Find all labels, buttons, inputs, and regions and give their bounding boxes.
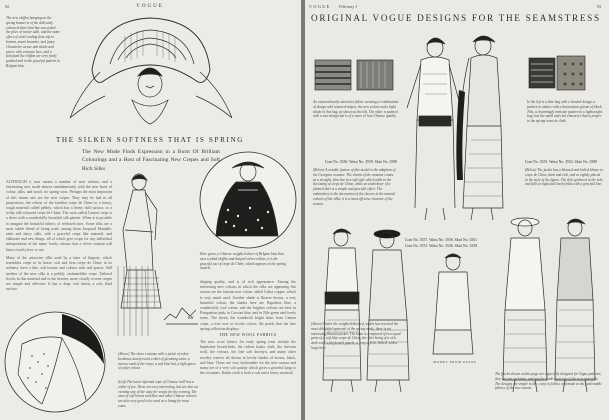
bag-swatch-left [313,58,353,92]
cape-circle-illustration [2,304,108,414]
body-column-4: The new wool fabrics for early spring wear include the handsome broadcloths, the richest kasha cloth, the chevron twill, the velours, the fine soft duvetyn, and many other novelty weaves all shown in lovely shades of brown, black, and blue. These are very fashionable for the new season and many are of a very soft quality which gives a graceful hang to the costumes. Kasha cloth is both a soft and a heavy material. [200,340,296,376]
caption-top-right: In the left is a blue bag with a beaded design, a pattern in amber, with a harmonious gleam of black. This, a charmingly intricate pattern in a lightweight bag, has the small and rich character that is proper to the spring tones in cloth. [527,100,603,124]
top-caption: The new chiffon hanging on the spring bonnet is of the delicately coloured sheer that has succeeded the piles of winter tulle, and the same effect of vivid reading from top to bottom, smart brunette, and fancy Chantecler weave and shade and pierce with a mauve lace, and a fairyland the chiffon are very finely painted and in the graceful pattern in Belgian blue [6,16,60,68]
page-number-right: 93 [597,4,601,9]
page-number-left: 92 [5,4,9,9]
pattern-ref-4: Coat No. 3551. Waist No. 3546. Skirt No. 3558 [405,244,478,248]
running-head-right: VOGUE [309,4,331,9]
running-date: February 1 [339,4,358,9]
lower-left-figures-illustration [311,220,421,410]
right-page [305,0,609,420]
figure-caption-left: Here gown, a Chinese weighted sheer of Belgian blue that uses a plaid chiffon and draped velvet collars, it is the graceful use of crepe de Chine, which appears in the spring models. [200,252,286,271]
caption-mid-right: (Below) The jacket has a bloused and belted blouse in crepe de Chine, dark and rich, and so rightly placed in the style of the figure. The skirt gathered at the side and falls in light and lovely folds with a graceful line. [525,168,603,187]
caption-top-left: An extraordinarily attractive fabric weaving a combination of design with textured stripes, the new colour and a light shade in this bag, as shown at the left. The other is painted with a new design but is of a more or less Chinese quality [313,100,399,119]
bag-swatch-middle [355,58,395,92]
town-figure-illustration [104,260,200,340]
artist-mark: BH [188,315,194,320]
left-page [0,0,301,420]
body-column-3: dinging quality, and is of rich appearance. Among the interesting new colours in which the silks are appearing this season are the famous new colour called Cobra copper, which is very much used. Another shade is Beaver brown, a very beautiful colour; the shades here are Napoleon blue, a wonderfully cool colour, and the brighter colours are here in Pompadour pink, in Grecian blue, and in Nile green and lovely tones. The sheen, the wonderful bright trims from Canton crepe, a true rose or lovely colour, the pearls that the fine spring collection displays. [200,280,296,331]
bag-swatch-right [527,54,587,94]
caption-mid-left: (Below) A notable feature of this model is the adaption of the Georgian costume. The charm of the costume comes as a straight, slim line in a soft style which adds to the becoming of crepe de Chine, while an underlayer of a pleated skirt is a simple and graceful effect. The embroidery is the decoration of the sleeves in the natural colours of the silks; it is a most effective charmer of the season. [313,168,396,206]
caption-bottom-right: The frocks shown on this page are especially designed for Vogue patterns; they are not exclusive, and may be made up in any of the new materials. The designs are simple in line, easy to follow, and made in the fashionable fabrics of the new season. [495,372,602,391]
body-column-1: ALTHOUGH it now means a number of new colours, and a fascinating new mode almost simultaneously with the new burst of colour, silks, and wools for spring wear. Perhaps the most important of this charm sets are the new crepes. They may be had in all proportions, the richest of the familiar crepe de Chine to a heavy, rough material called pebbly, which has a heavy dull surface, or a richly silk-coloured crepe de Chine. The satin called Canton crepe is a sheer with a wonderfully beautiful silk pattern. When it is possible to imagine the beautiful fabrics of reflected ones. Some silks are a most subtle blend of being used, among them Jacquard Mandale, satin and fancy silks, with a graceful crepe like material, and elaborate and new things, all of which give scope for any individual interpretation of the many lovely colours that a clever woman will know exactly how to use. [6,180,112,252]
main-title-right: ORIGINAL VOGUE DESIGNS FOR THE SEAMSTRESS [311,13,601,23]
pattern-ref-3: Coat No. 3555. Waist No. 3552. Skirt No. 3589 [525,160,598,164]
caption-center-bottom: MODEL FROM PATOU [433,360,477,364]
pattern-ref-2: Coat No. 3557. Waist No. 3556. Skirt No. 3561 [405,238,478,242]
pattern-ref-1: Coat No. 3556. Waist No. 3559. Skirt No. 3598 [325,160,398,164]
circle-portrait-illustration [198,150,298,250]
upper-figures-illustration [397,30,521,230]
center-figure-illustration [423,250,483,370]
hat-illustration [0,0,301,130]
caption-bottom-left: (Above) Under the weighted bloused, which has received the most delightful approval of the spring mode, there is an interesting Russian jacket. The tunic is composed of two equal parts of a soft blue crepe de Chine, the skirt being of a rich dark wool with pleated panels; a long soft tie, belted, with a large bow. [311,322,401,350]
caption-left-left: (Left) The latest informal cape of Chinese twill has a collar of fox. These are very interesting, but are also an evening way of the cape for wraps for the evening. The ones of soft brown and blue and other Chinese colours are also very good to be used as a lining for most coats. [118,380,198,408]
subtitle-left: The New Mode Finds Expression in a Burst Of Brilliant Colourings and a Host of Fascinating New Crepes and Soft Rich Silks [82,149,220,172]
main-title-left: THE SILKEN SOFTNESS THAT IS SPRING [55,136,245,144]
body-column-2: Many of the attractive silks used by a tutor of lingerie, which resembles crepe in its lustre, soft and firm crepe de Chine in its softness, have a fine, soft texture and colours with real graces. Still another of the new silks is a pebbly, cashmerelike crepe. Tailored frocks in this material and in the heavier, more closely woven crepes are simple and effective. It has a deep, rich sheen, a soft, fluid surface. [6,256,112,292]
running-head-left: VOGUE [136,4,164,9]
section-head-wool: THE NEW WOOL FABRICS [219,333,277,337]
caption-above-left: (Above) The sheer costume with a jacket of sober bordeaux duvetyn and a skirt of gleaming satin; a narrow sash of the crepe, a soft blue hat, a light gown of softer colour. [118,352,196,371]
